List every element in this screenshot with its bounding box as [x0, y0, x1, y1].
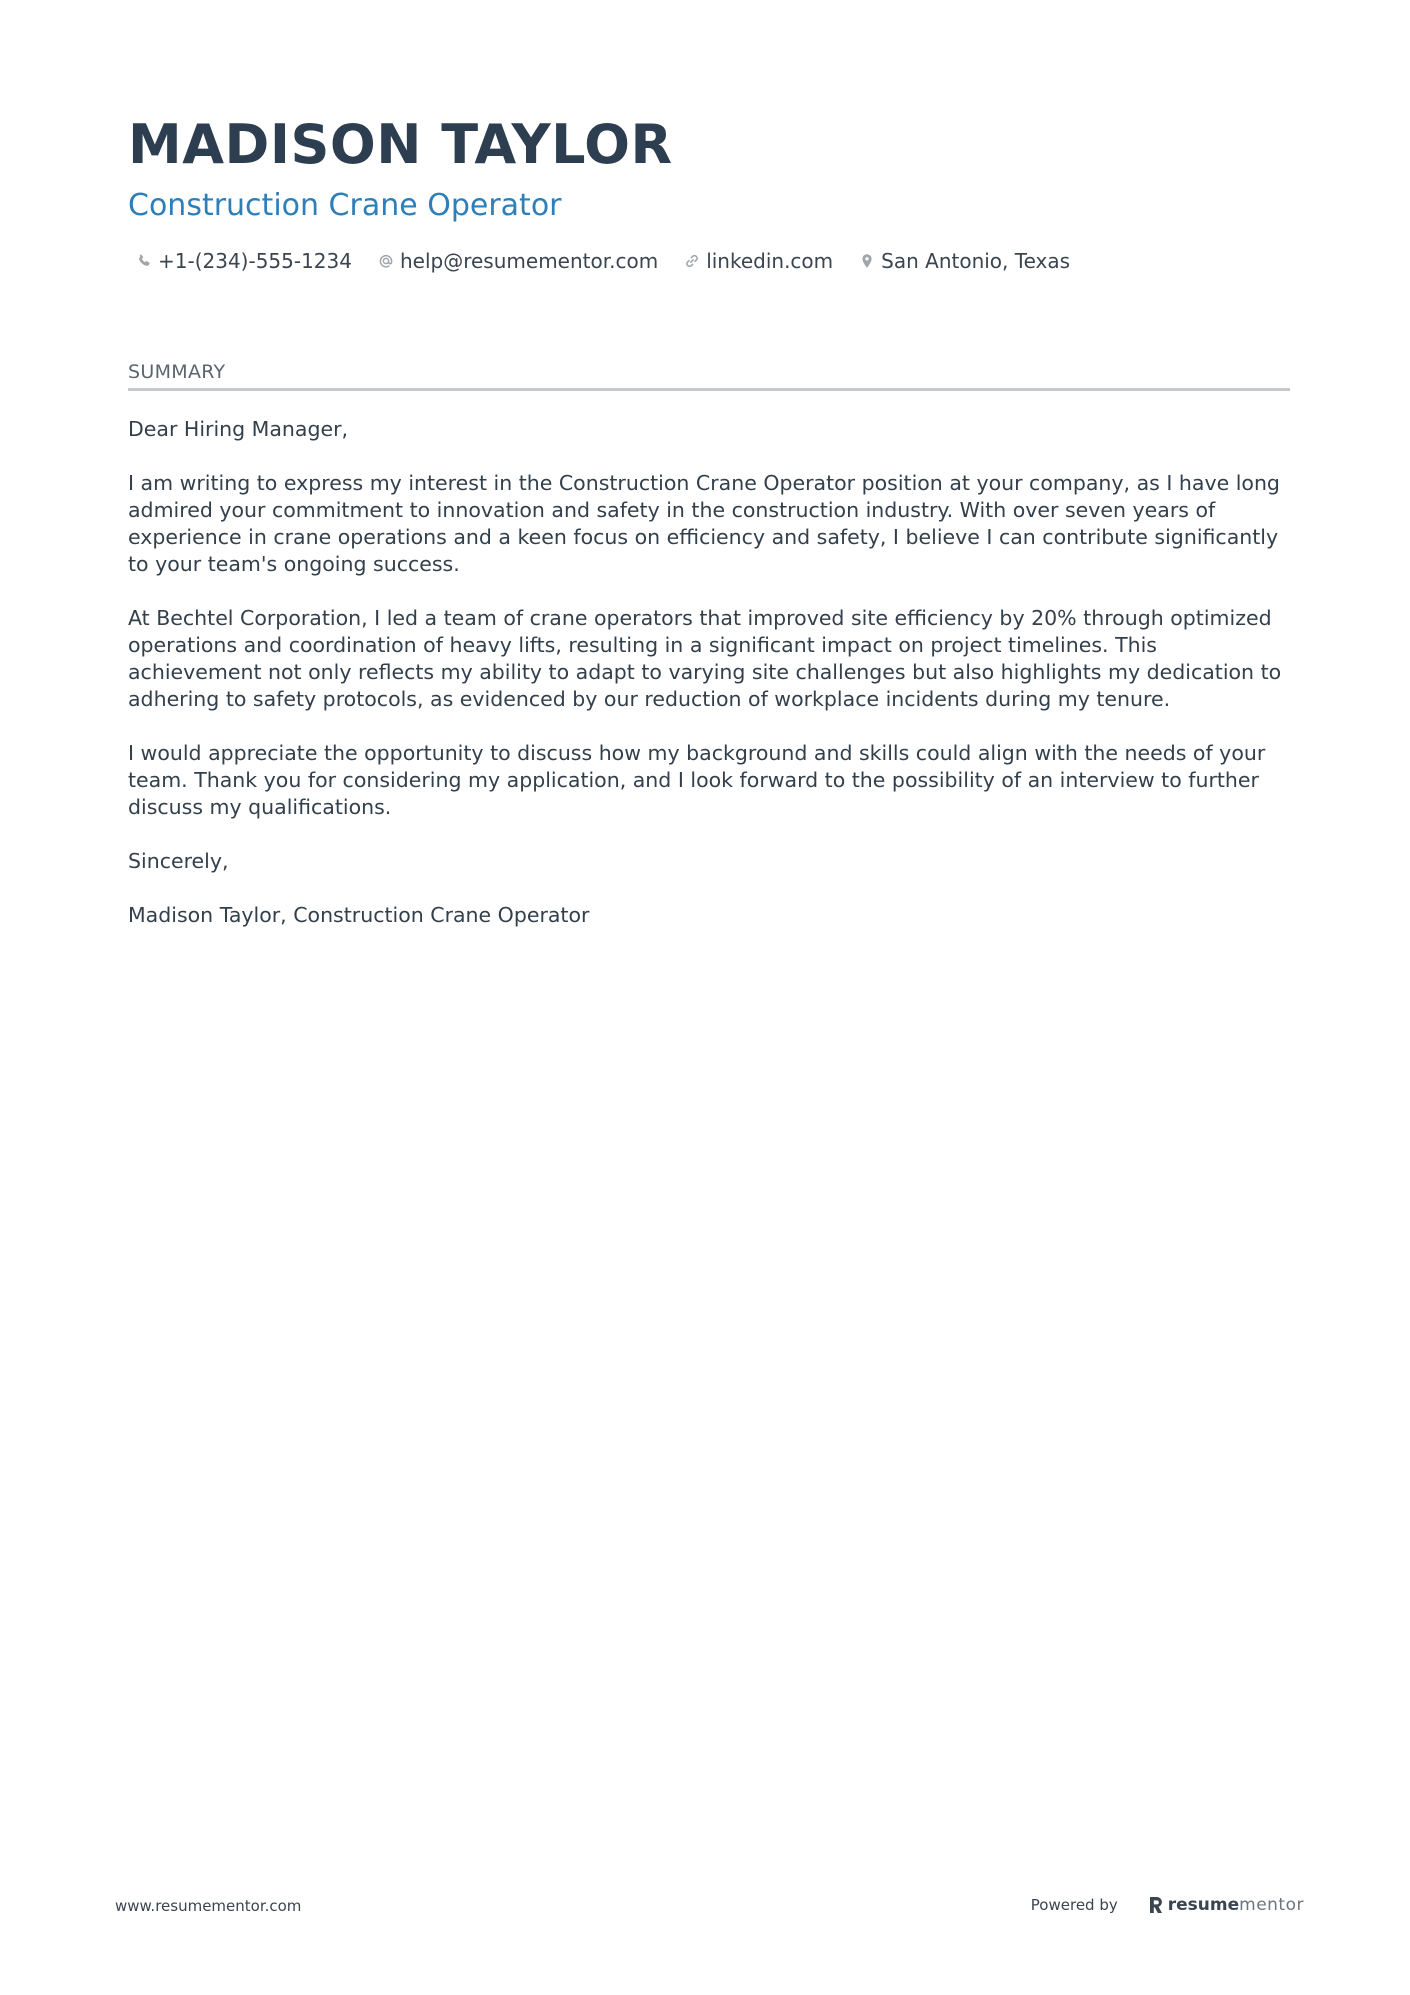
location-text: San Antonio, Texas — [881, 249, 1071, 273]
link-icon — [684, 253, 700, 269]
contact-email[interactable] — [378, 249, 658, 273]
email-text: help@resumementor.com — [399, 249, 659, 273]
paragraph: I would appreciate the opportunity to discuss how my background and skills could align with the needs of your team. Thank you for considering my application, and I look forward to the possibility of an interview to further discuss my qualifications. — [128, 741, 1266, 819]
resumementor-logo-icon — [1148, 1895, 1164, 1915]
section-title: SUMMARY — [128, 361, 226, 383]
contact-location — [859, 249, 1070, 273]
contact-linkedin[interactable] — [684, 249, 833, 273]
candidate-name: MADISON TAYLOR — [128, 113, 673, 176]
paragraph: At Bechtel Corporation, I led a team of crane operators that improved site efficiency by 20% through optimized operations and coordination of heavy lifts, resulting in a significant impact on project timelines. This achievement not only reflects my ability to adapt to varying site challenges but also highlights my dedication to adhering to safety protocols, as evidenced by our reduction of workplace incidents during my tenure. — [128, 606, 1282, 711]
brand-name-part1: resume — [1167, 1895, 1240, 1915]
linkedin-text: linkedin.com — [706, 249, 834, 273]
brand-name-part2: mentor — [1239, 1895, 1304, 1915]
powered-by-label: Powered by — [1030, 1896, 1118, 1914]
footer-branding — [1031, 1890, 1304, 1920]
paragraph: I am writing to express my interest in the Construction Crane Operator position at your company, as I have long admired your commitment to innovation and safety in the construction industry. With over seven years of experience in crane operations and a keen focus on efficiency and safety, I believe I can contribute significantly to your team's ongoing success. — [128, 471, 1280, 576]
greeting: Dear Hiring Manager, — [128, 417, 349, 441]
signature: Madison Taylor, Construction Crane Operator — [128, 903, 590, 927]
map-pin-icon — [859, 253, 875, 269]
closing: Sincerely, — [128, 849, 229, 873]
summary-section-header — [128, 358, 1290, 391]
phone-icon — [136, 253, 152, 269]
contact-bar — [136, 244, 1096, 278]
phone-text: +1-(234)-555-1234 — [158, 249, 352, 273]
footer-website[interactable]: www.resumementor.com — [115, 1897, 302, 1915]
contact-phone[interactable] — [136, 249, 352, 273]
at-icon — [378, 253, 394, 269]
letter-body — [128, 416, 1290, 956]
candidate-title: Construction Crane Operator — [128, 188, 562, 223]
